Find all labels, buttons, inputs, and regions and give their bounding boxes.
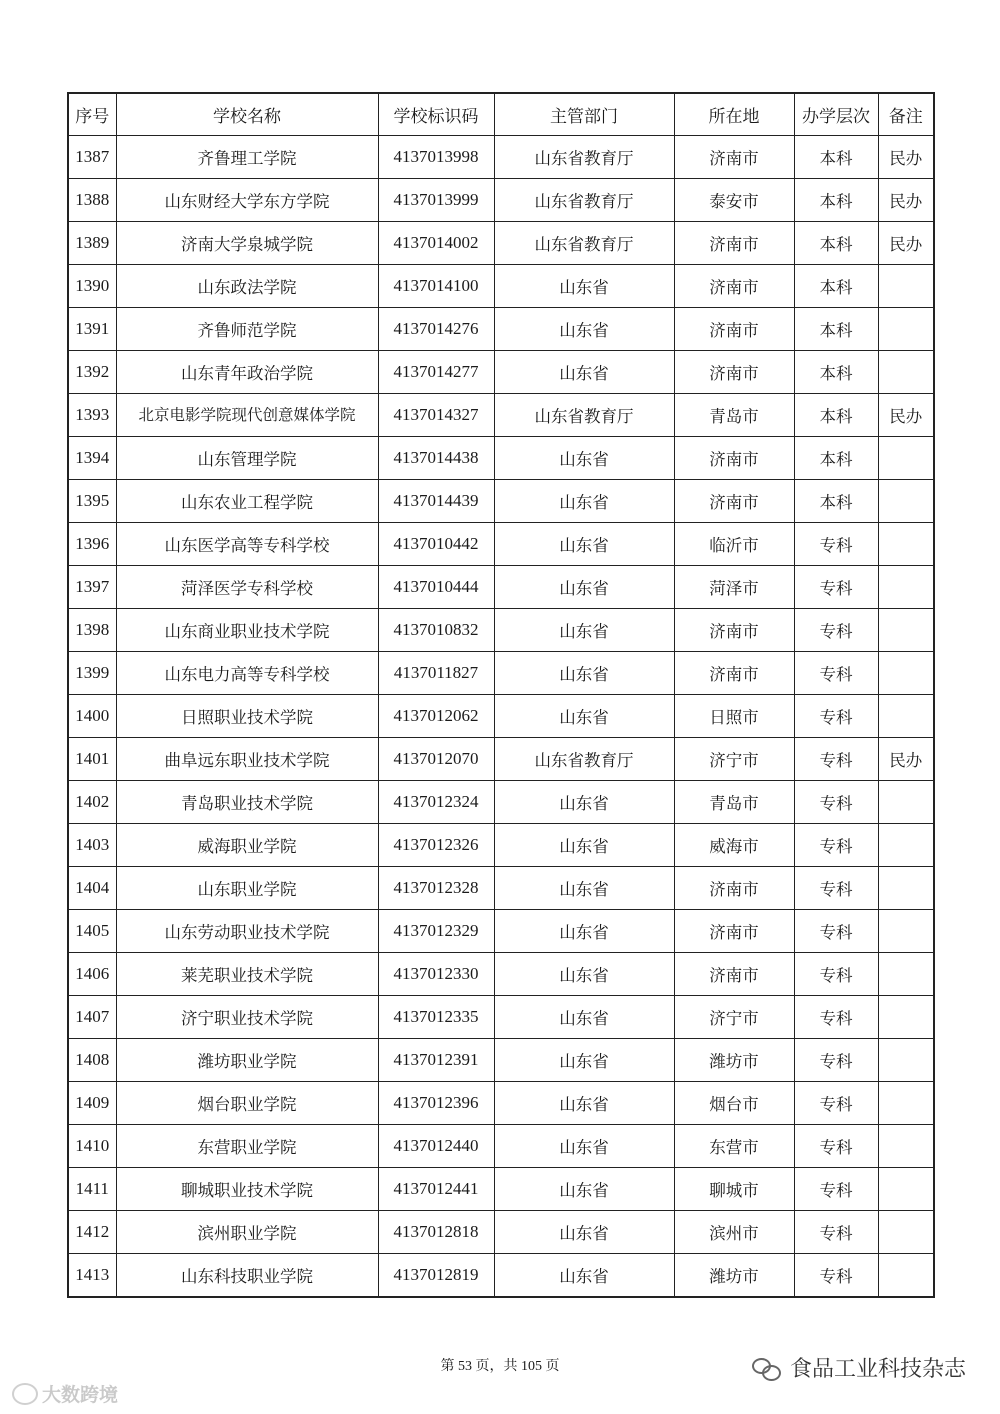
cell-school-name: 山东劳动职业技术学院 [116,910,378,953]
table-row [68,695,934,738]
cell-level: 专科 [794,1168,878,1211]
cell-school-code: 4137010442 [378,523,494,566]
cell-school-code: 4137012328 [378,867,494,910]
page-number: 第 53 页，共 105 页 [440,1359,560,1374]
cell-index: 1405 [68,910,116,953]
cell-index: 1392 [68,351,116,394]
cell-remarks [878,523,934,566]
cell-school-name: 曲阜远东职业技术学院 [116,738,378,781]
cell-index: 1408 [68,1039,116,1082]
cell-index: 1409 [68,1082,116,1125]
cell-school-code: 4137013999 [378,179,494,222]
cell-school-name: 山东职业学院 [116,867,378,910]
cell-school-code: 4137012329 [378,910,494,953]
cell-school-name: 山东电力高等专科学校 [116,652,378,695]
cell-level: 专科 [794,781,878,824]
cell-remarks [878,437,934,480]
col-header-school-code: 学校标识码 [378,93,494,136]
cell-level: 本科 [794,437,878,480]
cell-school-code: 4137012330 [378,953,494,996]
cell-location: 济南市 [674,222,794,265]
cell-remarks [878,308,934,351]
cell-level: 本科 [794,480,878,523]
cell-index: 1410 [68,1125,116,1168]
cell-level: 专科 [794,695,878,738]
table-row [68,652,934,695]
cell-location: 青岛市 [674,781,794,824]
table-row [68,781,934,824]
watermark-left [12,1380,118,1407]
cell-remarks [878,480,934,523]
cell-school-name: 山东商业职业技术学院 [116,609,378,652]
cell-level: 专科 [794,1082,878,1125]
cell-school-code: 4137012818 [378,1211,494,1254]
table-row [68,351,934,394]
cell-department: 山东省 [494,695,674,738]
cell-level: 本科 [794,179,878,222]
cell-remarks [878,953,934,996]
table-row [68,1254,934,1298]
cell-location: 烟台市 [674,1082,794,1125]
table-row [68,523,934,566]
cell-location: 济南市 [674,437,794,480]
cell-school-code: 4137014100 [378,265,494,308]
cell-school-code: 4137012819 [378,1254,494,1298]
watermark-right [752,1352,966,1383]
cell-location: 济南市 [674,867,794,910]
cell-department: 山东省 [494,824,674,867]
cell-department: 山东省 [494,867,674,910]
cell-school-name: 山东医学高等专科学校 [116,523,378,566]
cell-index: 1397 [68,566,116,609]
cell-school-code: 4137012391 [378,1039,494,1082]
cell-location: 济宁市 [674,996,794,1039]
cell-index: 1388 [68,179,116,222]
table-row [68,179,934,222]
cell-level: 专科 [794,1211,878,1254]
cell-remarks: 民办 [878,738,934,781]
cell-department: 山东省 [494,437,674,480]
cell-index: 1403 [68,824,116,867]
cell-school-code: 4137012326 [378,824,494,867]
cell-remarks: 民办 [878,179,934,222]
cell-index: 1396 [68,523,116,566]
cell-school-code: 4137012070 [378,738,494,781]
cell-school-name: 东营职业学院 [116,1125,378,1168]
cell-location: 济南市 [674,910,794,953]
cell-department: 山东省教育厅 [494,394,674,437]
cell-department: 山东省 [494,480,674,523]
cell-location: 日照市 [674,695,794,738]
col-header-school-name: 学校名称 [116,93,378,136]
cell-location: 济南市 [674,136,794,179]
table-row [68,222,934,265]
table-row [68,867,934,910]
cell-index: 1399 [68,652,116,695]
cell-location: 济南市 [674,480,794,523]
col-header-location: 所在地 [674,93,794,136]
table-row [68,566,934,609]
table-header-row [68,93,934,136]
cell-school-code: 4137012440 [378,1125,494,1168]
cell-department: 山东省 [494,1039,674,1082]
cell-school-name: 济南大学泉城学院 [116,222,378,265]
cell-department: 山东省 [494,351,674,394]
cell-remarks [878,1125,934,1168]
cell-level: 专科 [794,1039,878,1082]
cell-level: 本科 [794,308,878,351]
cell-remarks [878,265,934,308]
cell-school-code: 4137010444 [378,566,494,609]
cell-remarks: 民办 [878,222,934,265]
cell-school-code: 4137011827 [378,652,494,695]
cell-location: 青岛市 [674,394,794,437]
cell-location: 菏泽市 [674,566,794,609]
cell-school-name: 菏泽医学专科学校 [116,566,378,609]
wechat-icon [752,1356,780,1380]
cell-level: 专科 [794,910,878,953]
cell-department: 山东省教育厅 [494,179,674,222]
cell-school-name: 山东青年政治学院 [116,351,378,394]
cell-department: 山东省教育厅 [494,222,674,265]
watermark-right-text: 食品工业科技杂志 [789,1357,966,1382]
cell-level: 专科 [794,1125,878,1168]
table-row [68,953,934,996]
cell-index: 1395 [68,480,116,523]
cell-school-name: 齐鲁理工学院 [116,136,378,179]
cell-department: 山东省 [494,1082,674,1125]
cell-remarks [878,910,934,953]
table-row [68,394,934,437]
table-row [68,308,934,351]
cell-location: 潍坊市 [674,1254,794,1298]
cell-index: 1411 [68,1168,116,1211]
cell-school-name: 威海职业学院 [116,824,378,867]
table-row [68,738,934,781]
cell-school-name: 山东政法学院 [116,265,378,308]
cell-school-code: 4137012335 [378,996,494,1039]
cell-school-code: 4137014438 [378,437,494,480]
cell-school-name: 山东财经大学东方学院 [116,179,378,222]
cell-school-name: 青岛职业技术学院 [116,781,378,824]
cell-level: 专科 [794,738,878,781]
cell-level: 专科 [794,996,878,1039]
cell-remarks [878,1254,934,1298]
cell-location: 威海市 [674,824,794,867]
cell-school-name: 日照职业技术学院 [116,695,378,738]
cell-remarks [878,824,934,867]
cell-school-name: 烟台职业学院 [116,1082,378,1125]
cell-location: 东营市 [674,1125,794,1168]
cell-school-code: 4137012062 [378,695,494,738]
cell-school-code: 4137014277 [378,351,494,394]
cell-school-name: 莱芜职业技术学院 [116,953,378,996]
cell-school-code: 4137010832 [378,609,494,652]
cell-index: 1413 [68,1254,116,1298]
cell-remarks [878,609,934,652]
cell-department: 山东省 [494,308,674,351]
table-row [68,1082,934,1125]
watermark-left-text: 大数跨境 [42,1384,119,1406]
cell-remarks [878,351,934,394]
table-row [68,609,934,652]
cell-remarks [878,1211,934,1254]
cell-school-name: 滨州职业学院 [116,1211,378,1254]
col-header-level: 办学层次 [794,93,878,136]
cell-index: 1407 [68,996,116,1039]
cell-remarks: 民办 [878,394,934,437]
cell-location: 聊城市 [674,1168,794,1211]
cell-index: 1389 [68,222,116,265]
cell-location: 潍坊市 [674,1039,794,1082]
cell-school-name: 齐鲁师范学院 [116,308,378,351]
cell-remarks [878,1082,934,1125]
table-body [68,136,934,1298]
cell-school-name: 北京电影学院现代创意媒体学院 [116,394,378,437]
table-row [68,1211,934,1254]
cell-index: 1394 [68,437,116,480]
cell-remarks [878,1039,934,1082]
cell-school-code: 4137014439 [378,480,494,523]
cell-location: 济宁市 [674,738,794,781]
table-row [68,910,934,953]
cell-school-name: 济宁职业技术学院 [116,996,378,1039]
cell-department: 山东省 [494,953,674,996]
cell-department: 山东省 [494,996,674,1039]
cell-school-name: 聊城职业技术学院 [116,1168,378,1211]
cell-department: 山东省 [494,265,674,308]
cell-index: 1390 [68,265,116,308]
cell-location: 济南市 [674,351,794,394]
cell-remarks [878,695,934,738]
cell-location: 济南市 [674,265,794,308]
cell-index: 1387 [68,136,116,179]
cell-level: 专科 [794,824,878,867]
cell-level: 本科 [794,222,878,265]
cell-school-code: 4137014276 [378,308,494,351]
cell-remarks [878,566,934,609]
cell-department: 山东省教育厅 [494,738,674,781]
cell-remarks: 民办 [878,136,934,179]
table-row [68,437,934,480]
cell-school-code: 4137012441 [378,1168,494,1211]
cell-level: 专科 [794,953,878,996]
cell-school-name: 山东管理学院 [116,437,378,480]
cell-department: 山东省 [494,566,674,609]
cell-location: 泰安市 [674,179,794,222]
cell-school-name: 山东农业工程学院 [116,480,378,523]
cell-location: 济南市 [674,609,794,652]
cell-level: 专科 [794,566,878,609]
table-row [68,824,934,867]
cell-location: 济南市 [674,953,794,996]
cell-index: 1393 [68,394,116,437]
cell-remarks [878,1168,934,1211]
cell-level: 专科 [794,523,878,566]
cell-department: 山东省 [494,609,674,652]
cell-level: 本科 [794,265,878,308]
cell-index: 1400 [68,695,116,738]
cell-index: 1406 [68,953,116,996]
cell-level: 本科 [794,351,878,394]
cell-index: 1391 [68,308,116,351]
col-header-department: 主管部门 [494,93,674,136]
cell-school-code: 4137013998 [378,136,494,179]
cell-level: 本科 [794,394,878,437]
cell-level: 本科 [794,136,878,179]
cell-department: 山东省 [494,652,674,695]
cell-remarks [878,867,934,910]
cell-index: 1412 [68,1211,116,1254]
cell-level: 专科 [794,867,878,910]
cell-department: 山东省教育厅 [494,136,674,179]
table-row [68,265,934,308]
table-row [68,136,934,179]
cell-location: 济南市 [674,652,794,695]
cell-department: 山东省 [494,1168,674,1211]
cell-school-code: 4137012396 [378,1082,494,1125]
cell-location: 临沂市 [674,523,794,566]
table-row [68,1168,934,1211]
table-row [68,996,934,1039]
table-row [68,480,934,523]
cell-level: 专科 [794,652,878,695]
cell-school-name: 山东科技职业学院 [116,1254,378,1298]
table-row [68,1039,934,1082]
cell-level: 专科 [794,609,878,652]
cell-index: 1398 [68,609,116,652]
cell-index: 1401 [68,738,116,781]
cell-remarks [878,996,934,1039]
cell-school-code: 4137014327 [378,394,494,437]
cell-remarks [878,781,934,824]
cell-school-code: 4137014002 [378,222,494,265]
cell-school-name: 潍坊职业学院 [116,1039,378,1082]
cell-index: 1402 [68,781,116,824]
cell-department: 山东省 [494,523,674,566]
school-list-table [67,92,935,1298]
col-header-index: 序号 [68,93,116,136]
table-row [68,1125,934,1168]
cell-department: 山东省 [494,1254,674,1298]
col-header-remarks: 备注 [878,93,934,136]
cell-department: 山东省 [494,910,674,953]
cell-level: 专科 [794,1254,878,1298]
cell-department: 山东省 [494,1211,674,1254]
cell-location: 滨州市 [674,1211,794,1254]
brand-logo-icon [12,1383,38,1405]
cell-department: 山东省 [494,781,674,824]
cell-school-code: 4137012324 [378,781,494,824]
cell-index: 1404 [68,867,116,910]
cell-remarks [878,652,934,695]
cell-location: 济南市 [674,308,794,351]
cell-department: 山东省 [494,1125,674,1168]
